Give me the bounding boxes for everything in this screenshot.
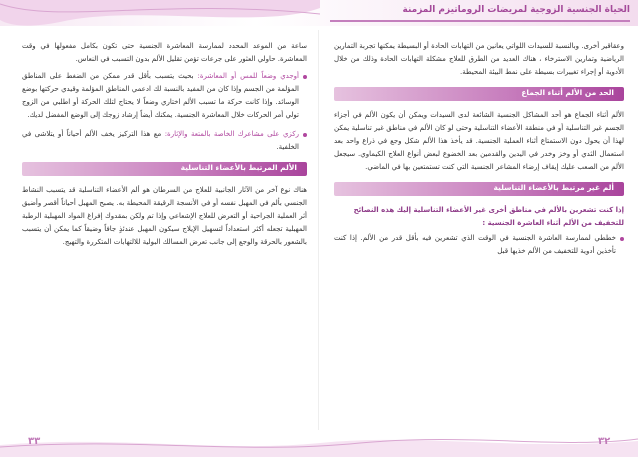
right-intro-paragraph: وعقاقير أخرى. وبالنسبة للسيدات اللواتي يعانين من التهابات الحادة أو البسيطة يمكنها تجربة التمارين الرياضية وتمارين الاسترخاء ، هناك العديد من الطرق للعلاج مشكلة التهابات الحادة وذلك من خلال الأدوية أو إجراء تغييرات بسيطة على نمط البيئة المحيطة. [334,42,624,76]
header-underline [330,20,630,22]
bullet-lead: ركزي على مشاعرك الخاصة بالمتعة والإثارة: [164,130,299,138]
page-number-right: ٣٢ [598,436,611,447]
header-title: الحياة الجنسية الزوجية لمريضات الروماتيزم المزمنة [402,5,630,15]
section-title: الحد من الألم أثناء الجماع [521,88,614,97]
section-bar-pain-during-intercourse [334,87,624,101]
bullet-text: خططي لممارسة العاشرة الجنسية في الوقت الذي تشعرين فيه بأقل قدر من الألم. إذا كنت تأخذين أدوية للتخفيف من الألم خذيها قبل [334,234,616,255]
bullet-lead: أوجدي وضعاً للمس أو المعاشرة: [197,72,299,80]
bullet-item [22,128,307,154]
page-gutter [318,30,319,430]
decorative-wave-bottom [0,427,638,457]
section-title: ألم غير مرتبط بالأعضاء التناسلية [493,183,614,192]
bullet-text: بحيث يتسبب بأقل قدر ممكن من الضغط على المناطق المؤلمة من الجسم وإذا كان من المفيد بالنسبة لك ادعمي المناطق المؤلمة وقيدي حركتها بوضع الوسائد. وإذا كانت حركة ما تسبب الألم اختاري وضعاً لا يحتاج لتلك الحركة أو اطلبي من الزوج تولي أمر الحركات خلال المعاشرة الجنسية. يمكنك أيضاً إرشاد زوجك إلى الوضع المفضل لديك. [22,72,299,119]
page-number-left: ٣٣ [28,436,41,447]
section-bar-non-genital-pain [334,182,624,196]
section-title: الألم المرتبط بالأعضاء التناسلية [180,163,297,172]
left-page [22,40,307,253]
section-bar-genital-pain [22,162,307,176]
section-paragraph: هناك نوع آخر من الآثار الجانبية للعلاج من السرطان هو ألم الأعضاء التناسلية قد يتسبب النشاط الجنسي بألم في المهبل نفسه أو في الأنسجة الرقيقة المحيطة به. يصبح المهبل أحياناً أقصر وأضيق أثر العملية الجراحية أو التعرض للعلاج الإشعاعي وإذا تم ولكن بمقدوك إفراغ المواد المهبلية الرطبة المهبلية تجعله أكثر استعداداً لتسهيل الإيلاج سيكون المهبل عندئذٍ جافاً وضيقاً كما يمكن أن يتسبب بالشعور بالحرقة والوجع إلى جانب تعرض المسالك البولية للالتهابات المتكررة والتهيج. [22,186,307,246]
right-page [334,40,624,264]
bullet-text: مع هذا التركيز يخف الألم أحياناً أو يتلاشى في الخلفية. [22,130,299,151]
bullet-item [334,232,624,258]
section-paragraph: الألم أثناء الجماع هو أحد المشاكل الجنسية الشائعة لدى السيدات ويمكن أن يكون الألم في أجزاء الجسم غير التناسلية أو في منطقة الأعضاء التناسلية وحتى لو كان الألم في مناطق غير تناسلية يمكن لهذا أن يحول دون الاستمتاع أثناء العملية الجنسية. قد يأخذ هذا الألم شكل وجع في ذراع واحد بعد استعمال الثدي أو وخز وخدر في اليدين والقدمين بعد الخضوع لبعض أنواع العلاج الكيماوي. سيجعل الألم من الصعب عليك إيقاف إرضاء المشاعر الجنسية التي كنت تستمتعين بها في الماضي. [334,111,624,171]
decorative-wave-top [0,0,320,34]
left-intro-paragraph: ساعة من الموعد المحدد لممارسة المعاشرة الجنسية حتى تكون بكامل مفعولها في وقت المعاشرة. حاولي العثور على جرعات تؤمن تقليل الألم بدون التسبب في النعاس. [22,42,307,63]
question-text: إذا كنت تشعرين بالألم في مناطق أخرى غير الأعضاء التناسلية إليك هذه النصائح للتخفيف من الألم أثناء العاشرة الجنسية : [353,206,624,227]
bullet-item [22,70,307,122]
